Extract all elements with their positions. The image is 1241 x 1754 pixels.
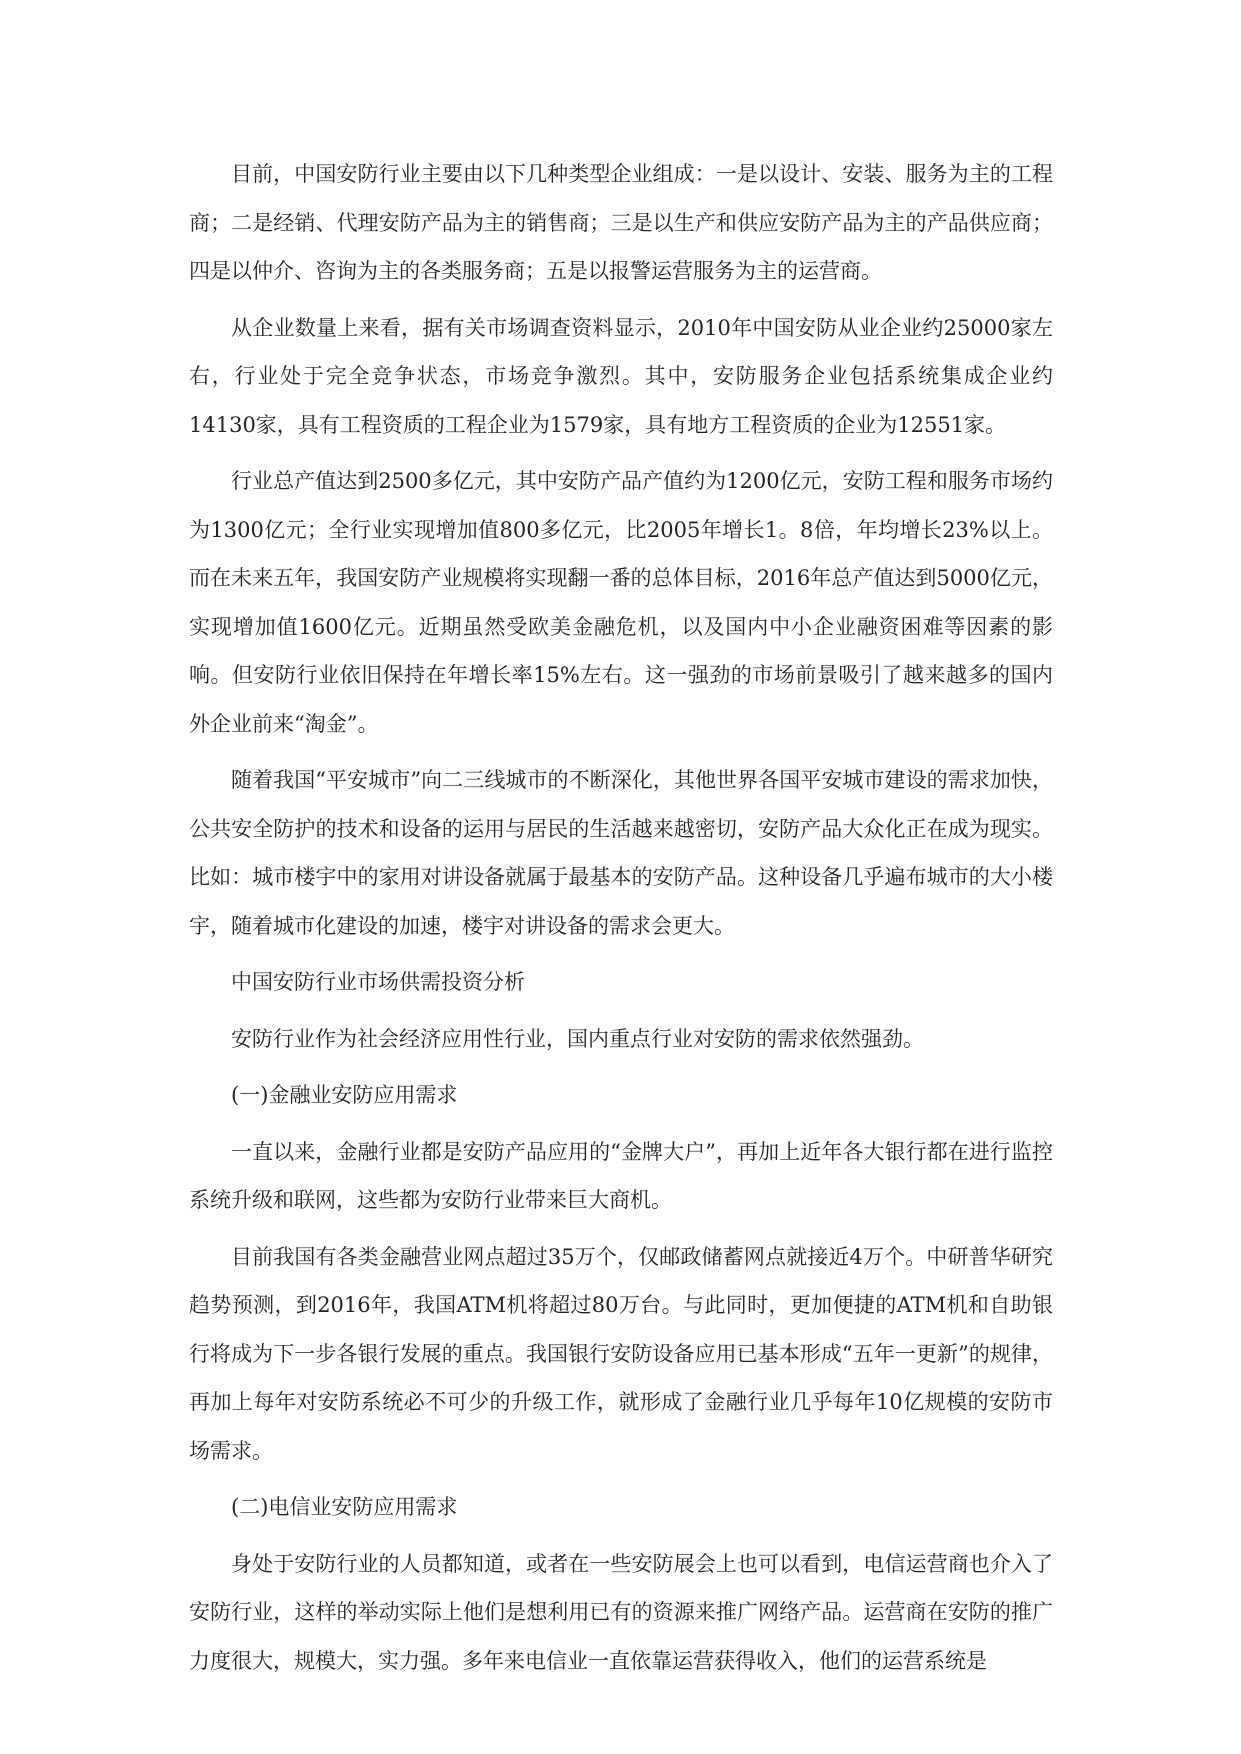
paragraph-output-value: 行业总产值达到2500多亿元，其中安防产品产值约为1200亿元，安防工程和服务市场约为1300亿元；全行业实现增加值800多亿元，比2005年增长1。8倍，年均增长23%以上。而在未来五年，我国安防产业规模将实现翻一番的总体目标，2016年总产值达到5000亿元，实现增加值1600亿元。近期虽然受欧美金融危机，以及国内中小企业融资困难等因素的影响。但安防行业依旧保持在年增长率15%左右。这一强劲的市场前景吸引了越来越多的国内外企业前来“淘金”。	[189, 469, 1053, 736]
paragraph-industry-demand: 安防行业作为社会经济应用性行业，国内重点行业对安防的需求依然强劲。	[231, 1026, 924, 1051]
paragraph-safe-city: 随着我国“平安城市”向二三线城市的不断深化，其他世界各国平安城市建设的需求加快，公共安全防护的技术和设备的运用与居民的生活越来越密切，安防产品大众化正在成为现实。比如：城市楼宇中的家用对讲设备就属于最基本的安防产品。这种设备几乎遍布城市的大小楼宇，随着城市化建设的加速，楼宇对讲设备的需求会更大。	[189, 768, 1053, 938]
paragraph-finance-intro: 一直以来，金融行业都是安防产品应用的“金牌大户”，再加上近年各大银行都在进行监控系统升级和联网，这些都为安防行业带来巨大商机。	[189, 1139, 1053, 1212]
paragraph-industry-composition: 目前，中国安防行业主要由以下几种类型企业组成：一是以设计、安装、服务为主的工程商；二是经销、代理安防产品为主的销售商；三是以生产和供应安防产品为主的产品供应商；四是以仲介、咨询为主的各类服务商；五是以报警运营服务为主的运营商。	[189, 162, 1053, 283]
paragraph-enterprise-count: 从企业数量上来看，据有关市场调查资料显示，2010年中国安防从业企业约25000家左右，行业处于完全竞争状态，市场竞争激烈。其中，安防服务企业包括系统集成企业约14130家，具有工程资质的工程企业为1579家，具有地方工程资质的企业为12551家。	[189, 315, 1053, 437]
paragraph-finance-detail: 目前我国有各类金融营业网点超过35万个，仅邮政储蓄网点就接近4万个。中研普华研究趋势预测，到2016年，我国ATM机将超过80万台。与此同时，更加便捷的ATM机和自助银行将成为下一步各银行发展的重点。我国银行安防设备应用已基本形成“五年一更新”的规律，再加上每年对安防系统必不可少的升级工作，就形成了金融行业几乎每年10亿规模的安防市场需求。	[189, 1244, 1053, 1463]
subheading-telecom: (二)电信业安防应用需求	[231, 1495, 458, 1519]
subheading-finance: (一)金融业安防应用需求	[231, 1083, 458, 1107]
document-page	[189, 150, 1053, 1693]
section-heading-supply-demand: 中国安防行业市场供需投资分析	[231, 970, 525, 994]
paragraph-telecom: 身处于安防行业的人员都知道，或者在一些安防展会上也可以看到，电信运营商也介入了安防行业，这样的举动实际上他们是想利用已有的资源来推广网络产品。运营商在安防的推广力度很大，规模大，实力强。多年来电信业一直依靠运营获得收入，他们的运营系统是	[189, 1551, 1053, 1673]
